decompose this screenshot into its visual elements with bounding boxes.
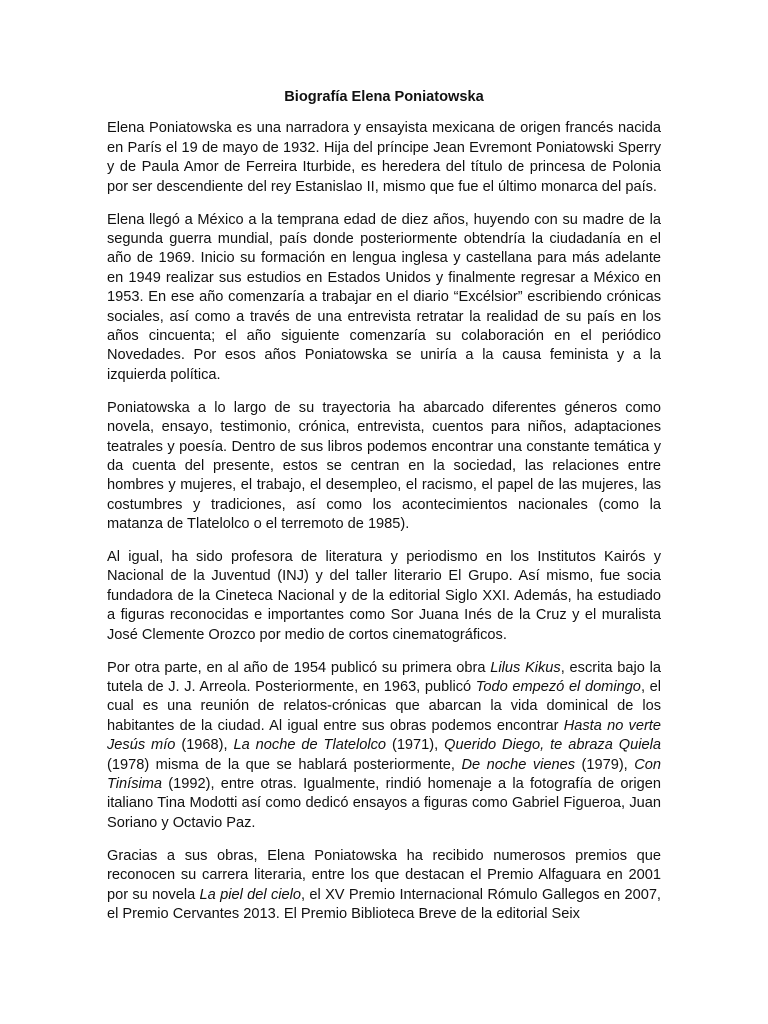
book-title: La piel del cielo bbox=[199, 886, 301, 903]
book-title: Hasta no verte Jesús mío bbox=[107, 717, 661, 754]
text-segment: (1968), bbox=[175, 737, 234, 754]
text-segment: (1971), bbox=[386, 737, 445, 754]
paragraph bbox=[107, 847, 661, 925]
text-segment: , el XV Premio Internacional Rómulo Gallegos en 2007, el Premio Cervantes 2013. El Premio Biblioteca Breve de la editorial Seix bbox=[107, 886, 661, 922]
text-segment: Por otra parte, en al año de 1954 publicó su primera obra bbox=[107, 659, 491, 676]
document-page bbox=[107, 88, 661, 938]
text-segment: , escrita bajo la tutela de J. J. Arreola. Posteriormente, en 1963, publicó bbox=[107, 659, 661, 695]
book-title: Querido Diego, te abraza Quiela bbox=[444, 737, 661, 754]
text-segment: Poniatowska a lo largo de su trayectoria ha abarcado diferentes géneros como novela, ensayo, testimonio, crónica, entrevista, cuentos para niños, adaptaciones teatrales y poesía. Dentro de sus libros podemos encontrar una constante temática y da cuenta del presente, estos se centran en la sociedad, las relaciones entre hombres y mujeres, el trabajo, el desempleo, el racismo, el papel de las mujeres, las costumbres y tradiciones, así como los acontecimientos nacionales (como la matanza de Tlatelolco o el terremoto de 1985). bbox=[107, 399, 661, 533]
text-segment: (1992), entre otras. Igualmente, rindió homenaje a la fotografía de origen italiano Tina Modotti así como dedicó ensayos a figuras como Gabriel Figueroa, Juan Soriano y Octavio Paz. bbox=[107, 776, 661, 831]
text-segment: Elena llegó a México a la temprana edad de diez años, huyendo con su madre de la segunda guerra mundial, país donde posteriormente obtendría la ciudadanía en el año de 1969. Inicio su formación en lengua inglesa y castellana para más adelante en 1949 realizar sus estudios en Estados Unidos y finalmente regresar a México en 1953. En ese año comenzaría a trabajar en el diario “Excélsior” escribiendo crónicas sociales, así como a través de una entrevista retratar la realidad de su país en los años cincuenta; el año siguiente comenzaría su colaboración en el periódico Novedades. Por esos años Poniatowska se uniría a la causa feminista y a la izquierda política. bbox=[107, 211, 661, 383]
book-title: La noche de Tlatelolco bbox=[233, 737, 387, 754]
document-title: Biografía Elena Poniatowska bbox=[284, 89, 484, 105]
text-segment: , el cual es una reunión de relatos-crónicas que abarcan la vida dominical de los habitantes de la ciudad. Al igual entre sus obras podemos encontrar bbox=[107, 678, 662, 734]
text-segment: Elena Poniatowska es una narradora y ensayista mexicana de origen francés nacida en París el 19 de mayo de 1932. Hija del príncipe Jean Evremont Poniatowski Sperry y de Paula Amor de Ferreira Iturbide, es heredera del título de princesa de Polonia por ser descendiente del rey Estanislao II, mismo que fue el último monarca del país. bbox=[107, 120, 661, 195]
book-title: Lilus Kikus bbox=[490, 659, 561, 676]
paragraph bbox=[107, 119, 661, 197]
text-segment: Gracias a sus obras, Elena Poniatowska ha recibido numerosos premios que reconocen su carrera literaria, entre los que destacan el Premio Alfaguara en 2001 por su novela bbox=[107, 847, 661, 903]
text-segment: Al igual, ha sido profesora de literatura y periodismo en los Institutos Kairós y Nacional de la Juventud (INJ) y del taller literario El Grupo. Así mismo, fue socia fundadora de la Cineteca Nacional y de la editorial Siglo XXI. Además, ha estudiado a figuras reconocidas e importantes como Sor Juana Inés de la Cruz y el muralista José Clemente Orozco por medio de cortos cinematográficos. bbox=[107, 549, 661, 643]
text-segment: (1978) misma de la que se hablará posteriormente, bbox=[107, 756, 462, 773]
text-segment: (1979), bbox=[575, 756, 635, 773]
book-title: De noche vienes bbox=[461, 756, 576, 773]
book-title: Con Tinísima bbox=[107, 756, 661, 792]
paragraph bbox=[107, 659, 661, 834]
paragraph bbox=[107, 211, 661, 386]
paragraph bbox=[107, 399, 661, 535]
book-title: Todo empezó el domingo bbox=[475, 678, 641, 695]
paragraph bbox=[107, 548, 661, 645]
